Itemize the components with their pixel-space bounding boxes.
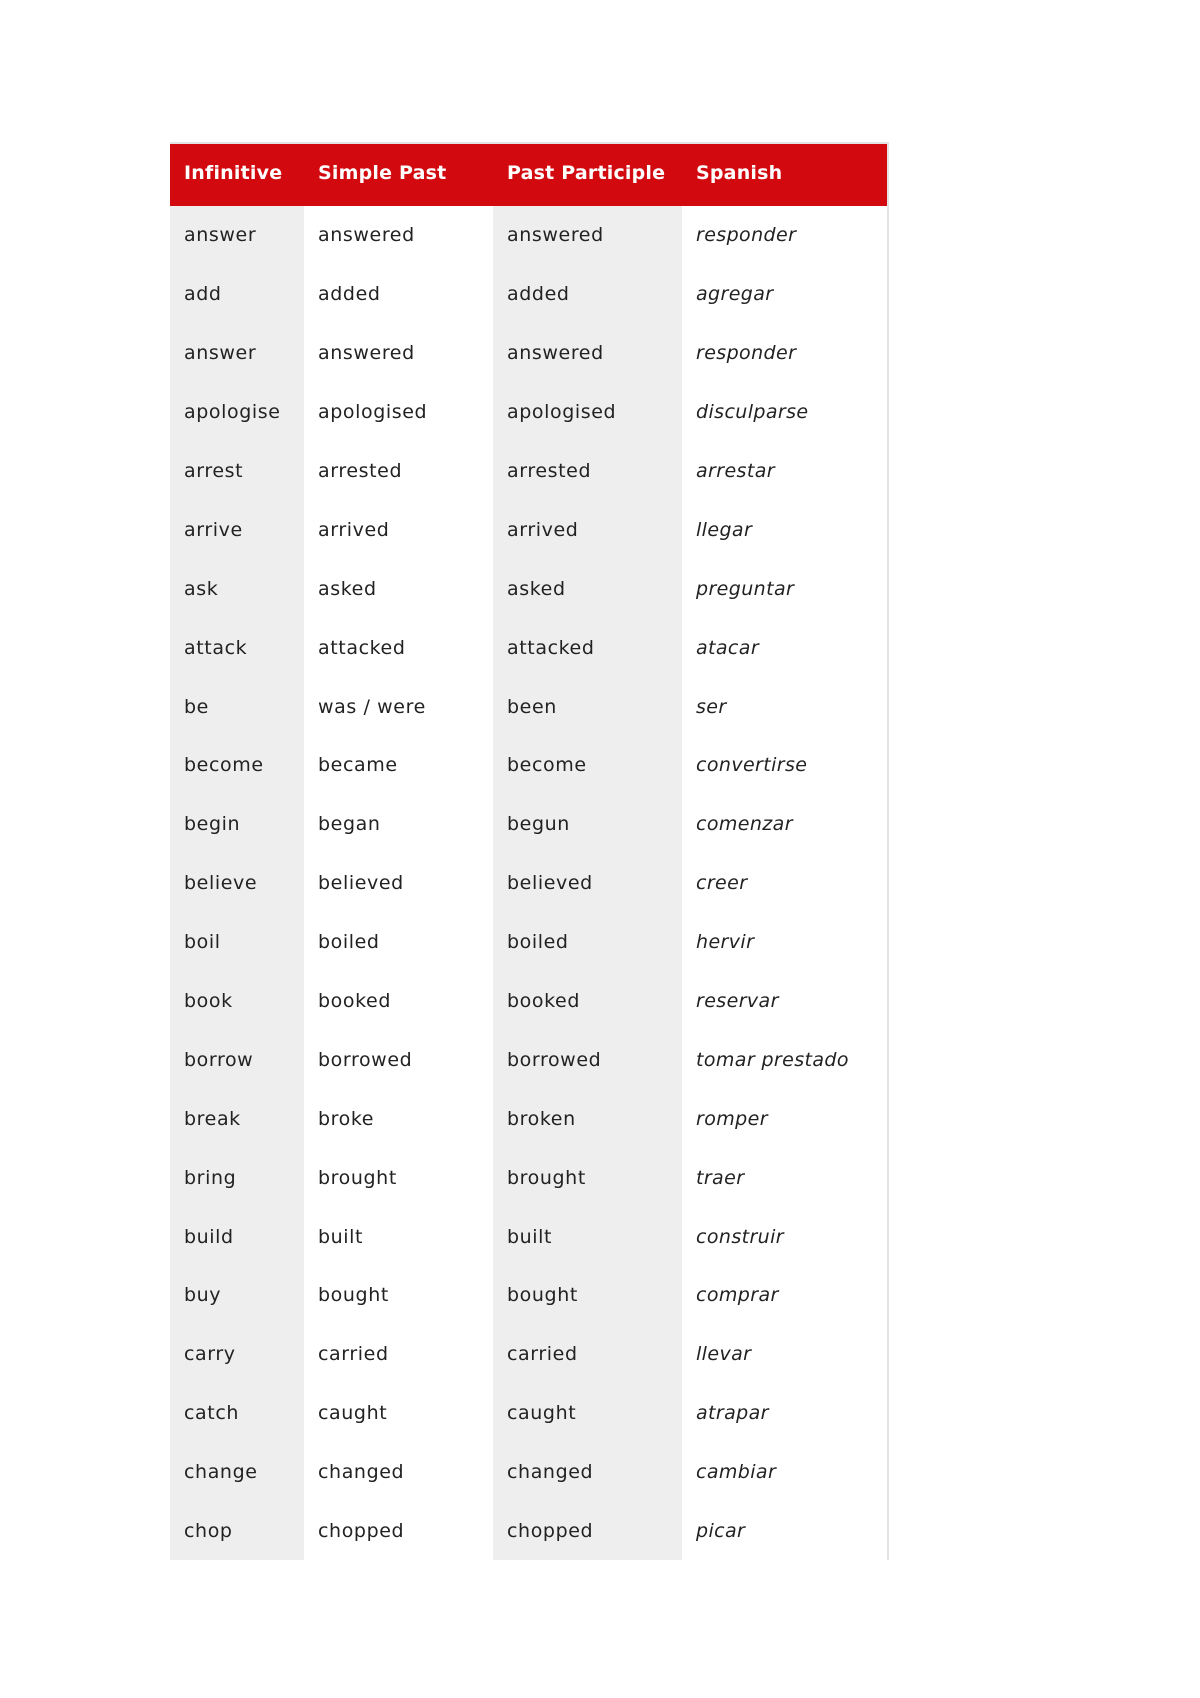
- cell-infinitive: become: [170, 736, 304, 795]
- cell-simple-past: boiled: [318, 931, 380, 954]
- cell-spanish: agregar: [696, 283, 774, 306]
- cell-past-participle: borrowed: [493, 1030, 682, 1089]
- cell-simple-past: built: [318, 1225, 364, 1248]
- table-row: [170, 500, 888, 559]
- table-row: [170, 265, 888, 324]
- cell-spanish: comprar: [696, 1284, 779, 1307]
- header-simple-past: Simple Past: [304, 143, 493, 206]
- cell-spanish: ser: [696, 695, 727, 718]
- cell-past-participle: attacked: [493, 618, 682, 677]
- cell-infinitive: begin: [170, 795, 304, 854]
- table-body: [170, 206, 888, 1560]
- table-row: [170, 324, 888, 383]
- cell-spanish: convertirse: [696, 754, 808, 777]
- table-row: [170, 795, 888, 854]
- cell-infinitive: boil: [170, 913, 304, 972]
- cell-simple-past: carried: [318, 1343, 389, 1366]
- cell-simple-past: bought: [318, 1284, 389, 1307]
- table-row: [170, 1384, 888, 1443]
- cell-spanish: arrestar: [696, 460, 775, 482]
- cell-past-participle: built: [493, 1207, 682, 1266]
- cell-past-participle: chopped: [493, 1502, 682, 1561]
- cell-infinitive: book: [170, 972, 304, 1031]
- cell-simple-past: asked: [318, 577, 377, 600]
- cell-simple-past: apologised: [318, 401, 428, 424]
- cell-infinitive: answer: [170, 206, 304, 265]
- header-row: [170, 143, 888, 206]
- cell-past-participle: boiled: [493, 913, 682, 972]
- cell-spanish: picar: [696, 1520, 746, 1543]
- cell-infinitive: borrow: [170, 1030, 304, 1089]
- cell-infinitive: bring: [170, 1148, 304, 1207]
- header-infinitive: Infinitive: [170, 143, 304, 206]
- cell-past-participle: bought: [493, 1266, 682, 1325]
- cell-infinitive: ask: [170, 559, 304, 618]
- table-row: [170, 383, 888, 442]
- cell-past-participle: been: [493, 677, 682, 736]
- cell-infinitive: arrest: [170, 442, 304, 501]
- cell-past-participle: answered: [493, 324, 682, 383]
- cell-spanish: creer: [696, 872, 748, 895]
- cell-infinitive: be: [170, 677, 304, 736]
- cell-past-participle: become: [493, 736, 682, 795]
- cell-past-participle: added: [493, 265, 682, 324]
- cell-past-participle: booked: [493, 972, 682, 1031]
- table-row: [170, 1030, 888, 1089]
- cell-infinitive: buy: [170, 1266, 304, 1325]
- cell-spanish: responder: [696, 224, 797, 247]
- cell-spanish: cambiar: [696, 1461, 777, 1484]
- cell-simple-past: chopped: [318, 1520, 405, 1543]
- cell-spanish: atacar: [696, 636, 760, 659]
- cell-past-participle: begun: [493, 795, 682, 854]
- cell-simple-past: borrowed: [318, 1048, 413, 1071]
- cell-spanish: comenzar: [696, 813, 793, 836]
- table-row: [170, 1089, 888, 1148]
- cell-simple-past: added: [318, 283, 381, 306]
- table-header: [170, 143, 888, 206]
- cell-infinitive: break: [170, 1089, 304, 1148]
- cell-infinitive: build: [170, 1207, 304, 1266]
- cell-past-participle: brought: [493, 1148, 682, 1207]
- header-past-participle: Past Participle: [493, 143, 682, 206]
- cell-simple-past: booked: [318, 990, 391, 1013]
- table-row: [170, 1502, 888, 1561]
- header-spanish: Spanish: [682, 143, 888, 206]
- cell-past-participle: caught: [493, 1384, 682, 1443]
- cell-simple-past: answered: [318, 342, 415, 365]
- cell-simple-past: was / were: [318, 695, 426, 718]
- cell-past-participle: carried: [493, 1325, 682, 1384]
- cell-spanish: reservar: [696, 990, 779, 1013]
- cell-infinitive: carry: [170, 1325, 304, 1384]
- cell-simple-past: caught: [318, 1402, 388, 1425]
- verb-table: [170, 142, 889, 1560]
- cell-infinitive: apologise: [170, 383, 304, 442]
- cell-spanish: responder: [696, 342, 797, 365]
- cell-infinitive: catch: [170, 1384, 304, 1443]
- table-row: [170, 559, 888, 618]
- cell-spanish: romper: [696, 1107, 768, 1130]
- cell-spanish: llevar: [696, 1343, 752, 1366]
- cell-simple-past: changed: [318, 1461, 405, 1484]
- table-row: [170, 1443, 888, 1502]
- cell-infinitive: answer: [170, 324, 304, 383]
- cell-past-participle: broken: [493, 1089, 682, 1148]
- cell-simple-past: became: [318, 754, 398, 777]
- table-row: [170, 677, 888, 736]
- cell-spanish: tomar prestado: [696, 1048, 849, 1071]
- table-row: [170, 736, 888, 795]
- cell-past-participle: arrived: [493, 500, 682, 559]
- table-row: [170, 972, 888, 1031]
- table-row: [170, 618, 888, 677]
- cell-simple-past: broke: [318, 1107, 375, 1130]
- cell-simple-past: believed: [318, 872, 404, 895]
- cell-spanish: atrapar: [696, 1402, 769, 1425]
- cell-infinitive: arrive: [170, 500, 304, 559]
- table-row: [170, 1325, 888, 1384]
- cell-past-participle: arrested: [493, 442, 682, 501]
- table-row: [170, 1207, 888, 1266]
- cell-past-participle: answered: [493, 206, 682, 265]
- cell-infinitive: change: [170, 1443, 304, 1502]
- cell-simple-past: answered: [318, 224, 415, 247]
- cell-simple-past: brought: [318, 1166, 397, 1189]
- table-row: [170, 442, 888, 501]
- cell-spanish: preguntar: [696, 577, 795, 600]
- cell-infinitive: add: [170, 265, 304, 324]
- cell-spanish: disculparse: [696, 401, 809, 424]
- cell-infinitive: believe: [170, 854, 304, 913]
- cell-spanish: construir: [696, 1225, 785, 1248]
- cell-simple-past: began: [318, 813, 381, 836]
- cell-past-participle: changed: [493, 1443, 682, 1502]
- cell-spanish: llegar: [696, 518, 753, 541]
- cell-past-participle: apologised: [493, 383, 682, 442]
- cell-spanish: traer: [696, 1166, 745, 1189]
- cell-simple-past: arrested: [318, 460, 403, 482]
- cell-simple-past: attacked: [318, 636, 406, 659]
- table-row: [170, 1266, 888, 1325]
- cell-past-participle: believed: [493, 854, 682, 913]
- table-row: [170, 206, 888, 265]
- cell-simple-past: arrived: [318, 518, 390, 541]
- cell-infinitive: chop: [170, 1502, 304, 1561]
- table-row: [170, 854, 888, 913]
- cell-past-participle: asked: [493, 559, 682, 618]
- table-row: [170, 913, 888, 972]
- cell-infinitive: attack: [170, 618, 304, 677]
- table-row: [170, 1148, 888, 1207]
- cell-spanish: hervir: [696, 931, 755, 954]
